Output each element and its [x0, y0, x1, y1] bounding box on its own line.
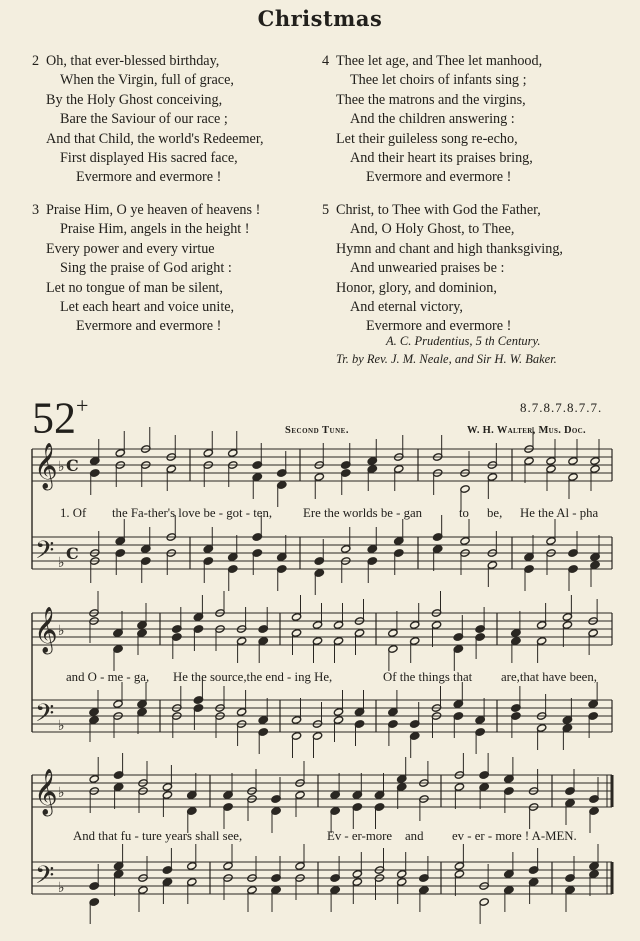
verse-line: Hymn and chant and high thanksgiving, — [336, 240, 563, 257]
lyric-segment: He the source,the end - ing He, — [173, 670, 333, 684]
lyric-segment: ev - er - more ! A-MEN. — [452, 829, 577, 843]
treble-clef-icon: 𝄞 — [34, 607, 58, 653]
page-title: Christmas — [257, 6, 383, 31]
bass-clef-icon: 𝄢 — [35, 699, 55, 734]
hymn-number: 52+ — [32, 393, 89, 443]
verse-line: By the Holy Ghost conceiving, — [46, 91, 223, 108]
verse-line: Evermore and evermore ! — [366, 318, 512, 335]
lyric-segment: Ere the worlds be - gan — [303, 506, 423, 520]
common-time-icon: C — [66, 544, 79, 563]
verse-line: First displayed His sacred face, — [60, 150, 238, 167]
composer: W. H. Walter, Mus. Doc. — [467, 425, 586, 436]
lyric-segment: And that fu - ture years shall see, — [73, 829, 243, 843]
lyric-segment: be, — [487, 506, 503, 520]
lyric-segment: Of the things that — [383, 670, 473, 684]
verse-line: And their heart its praises bring, — [350, 150, 533, 167]
verse-line: Praise Him, angels in the height ! — [60, 221, 250, 238]
verse-line: Sing the praise of God aright : — [60, 260, 232, 277]
verse-line: Thee the matrons and the virgins, — [336, 91, 526, 108]
verse-line: When the Virgin, full of grace, — [60, 72, 234, 89]
lyric-segment: and — [405, 829, 424, 843]
verse-line: Bare the Saviour of our race ; — [60, 111, 228, 128]
hymn-mark: + — [76, 393, 89, 418]
verse-line: Evermore and evermore ! — [76, 318, 222, 335]
bass-clef-icon: 𝄢 — [35, 861, 55, 896]
verse-number: 2 — [32, 53, 40, 69]
verse-line: And eternal victory, — [350, 299, 463, 316]
verse-line: Thee let age, and Thee let manhood, — [336, 53, 543, 69]
flat-icon: ♭ — [58, 623, 65, 639]
lyric-segment: 1. Of — [60, 506, 87, 520]
lyric-segment: are,that have been, — [501, 670, 597, 684]
author-credit: A. C. Prudentius, 5 th Century. — [386, 334, 541, 348]
verse-line: Let their guileless song re-echo, — [336, 130, 518, 147]
verse-line: Honor, glory, and dominion, — [336, 279, 497, 296]
verse-number: 5 — [322, 202, 330, 218]
verse-line: Evermore and evermore ! — [76, 169, 222, 186]
verse-line: Evermore and evermore ! — [366, 169, 512, 186]
verse-line: And unwearied praises be : — [350, 260, 505, 277]
verse-line: Praise Him, O ye heaven of heavens ! — [46, 202, 261, 218]
bass-clef-icon: 𝄢 — [35, 536, 55, 571]
verse-number: 3 — [32, 202, 40, 218]
flat-icon: ♭ — [58, 880, 65, 896]
lyric-segment: He the Al - pha — [520, 506, 599, 520]
verse-line: Every power and every virtue — [46, 240, 215, 257]
verse-line: And, O Holy Ghost, to Thee, — [350, 221, 515, 238]
verse-number: 4 — [322, 53, 330, 69]
flat-icon: ♭ — [58, 555, 65, 571]
verse-line: Thee let choirs of infants sing ; — [350, 72, 527, 89]
tune-name: Second Tune. — [285, 425, 349, 436]
meter: 8.7.8.7.8.7.7. — [520, 400, 603, 415]
flat-icon: ♭ — [58, 459, 65, 475]
verse-line: Let no tongue of man be silent, — [46, 279, 223, 296]
verse-line: And that Child, the world's Redeemer, — [46, 130, 264, 147]
verse-line: And the children answering : — [350, 111, 515, 128]
flat-icon: ♭ — [58, 718, 65, 734]
verse-line: Oh, that ever-blessed birthday, — [46, 53, 220, 69]
verse-line: Christ, to Thee with God the Father, — [336, 202, 541, 218]
lyric-segment: Ev - er-more — [327, 829, 393, 843]
lyric-segment: and O - me - ga, — [66, 670, 150, 684]
flat-icon: ♭ — [58, 785, 65, 801]
common-time-icon: C — [66, 456, 79, 475]
verse-line: Let each heart and voice unite, — [60, 299, 235, 316]
treble-clef-icon: 𝄞 — [34, 443, 58, 489]
treble-clef-icon: 𝄞 — [34, 769, 58, 815]
lyric-segment: to — [459, 506, 469, 520]
lyric-segment: the Fa-ther's love be - got - ten, — [112, 506, 273, 520]
translator-credit: Tr. by Rev. J. M. Neale, and Sir H. W. Baker. — [336, 352, 557, 366]
